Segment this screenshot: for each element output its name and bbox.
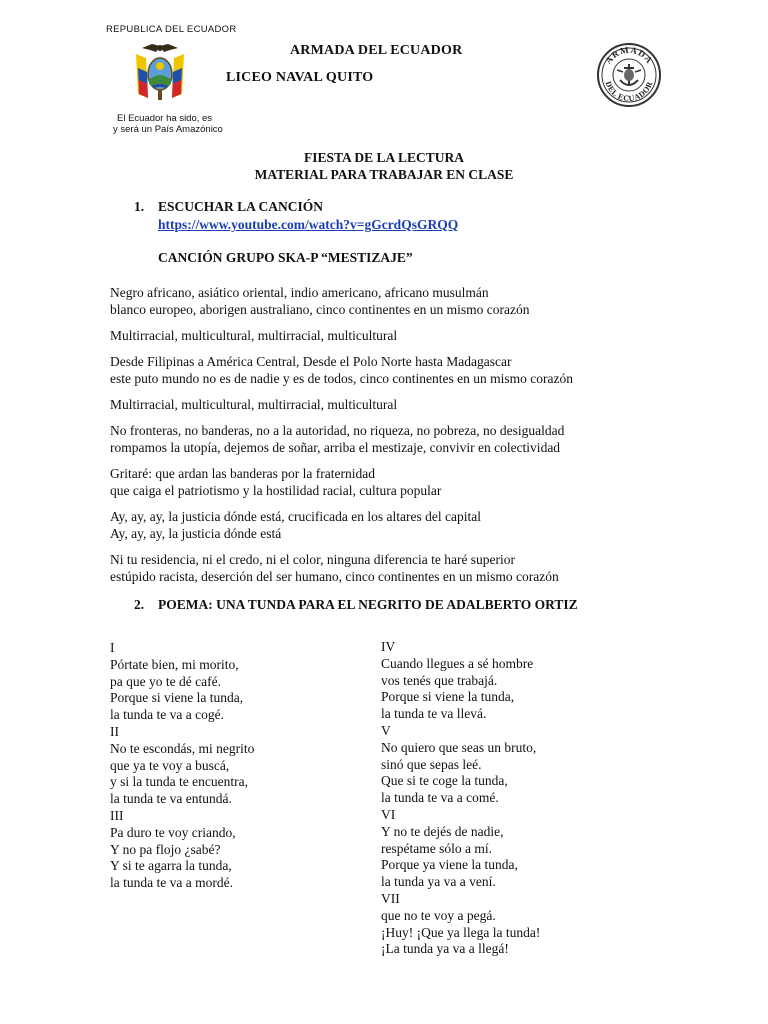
lyrics-line: Ay, ay, ay, la justicia dónde está, crucificada en los altares del capital (110, 509, 481, 524)
lyrics-line: Negro africano, asiático oriental, indio americano, africano musulmán (110, 285, 489, 300)
poem-line: I (110, 640, 115, 655)
poem-line: ¡La tunda ya va a llegá! (381, 941, 509, 957)
poem-line: la tunda te va entundá. (110, 791, 232, 807)
poem-line: Porque si viene la tunda, (381, 689, 515, 705)
poem-line: ¡Huy! ¡Que ya llega la tunda! (381, 924, 541, 940)
poem-line: II (110, 723, 119, 739)
poem-line: V (381, 722, 391, 738)
poem-line: sinó que sepas leé. (381, 756, 482, 772)
poem-line: Porque si viene la tunda, (110, 690, 244, 706)
section-title: POEMA: UNA TUNDA PARA EL NEGRITO DE ADALBERTO ORTIZ (158, 597, 578, 612)
poem-line: vos tenés que trabajá. (381, 672, 498, 688)
poem-line: que ya te voy a buscá, (110, 757, 230, 773)
poem-line: Que si te coge la tunda, (381, 773, 508, 789)
poem-line: III (110, 807, 124, 823)
lyrics-stanza (110, 551, 750, 585)
lyrics-line: que caiga el patriotismo y la hostilidad racial, cultura popular (110, 483, 442, 498)
ecuador-coat-of-arms-icon (128, 40, 192, 104)
institution-title: ARMADA DEL ECUADOR (290, 43, 463, 58)
poem-line: pa que yo te dé café. (110, 673, 221, 689)
poem-line: IV (381, 639, 396, 654)
lyrics-line: No fronteras, no banderas, no a la autoridad, no riqueza, no pobreza, no desigualdad (110, 423, 565, 438)
lyrics-line: este puto mundo no es de nadie y es de todos, cinco continentes en un mismo corazón (110, 371, 574, 386)
lyrics-line: Ay, ay, ay, la justicia dónde está (110, 526, 282, 541)
section-title: ESCUCHAR LA CANCIÓN (158, 199, 324, 214)
poem-column-right (381, 639, 540, 958)
poem-line: Porque ya viene la tunda, (381, 857, 518, 873)
lyrics-line: Gritaré: que ardan las banderas por la fraternidad (110, 466, 375, 481)
lyrics-line: Desde Filipinas a América Central, Desde el Polo Norte hasta Madagascar (110, 354, 512, 369)
section-number: 1. (134, 199, 145, 214)
poem-line: la tunda te va a comé. (381, 790, 499, 806)
poem-line: Y no pa flojo ¿sabé? (110, 841, 221, 857)
school-title: LICEO NAVAL QUITO (226, 70, 374, 85)
lyrics-line: rompamos la utopía, dejemos de soñar, arriba el mestizaje, convivir en colectividad (110, 440, 561, 455)
seal-bottom-text: DEL ECUADOR (603, 80, 655, 104)
lyrics-stanza (110, 465, 750, 499)
poem-line: la tunda ya va a vení. (381, 874, 496, 890)
lyrics-line: estúpido racista, deserción del ser humano, cinco continentes en un mismo corazón (110, 569, 559, 584)
lyrics-stanza (110, 353, 750, 387)
poem-line: la tunda te va a mordé. (110, 875, 233, 891)
document-subtitle: MATERIAL PARA TRABAJAR EN CLASE (254, 167, 514, 182)
poem-line: la tunda te va a cogé. (110, 707, 224, 723)
lyrics-line: Multirracial, multicultural, multirracial, multicultural (110, 328, 398, 343)
lyrics-stanza (110, 284, 750, 318)
lyrics-line: Ni tu residencia, ni el credo, ni el color, ninguna diferencia te haré superior (110, 552, 516, 567)
section-number: 2. (134, 597, 145, 612)
poem-line: VI (381, 806, 396, 822)
poem-line: Pa duro te voy criando, (110, 824, 236, 840)
lyrics-stanza (110, 327, 750, 344)
lyrics-stanza (110, 422, 750, 456)
poem-line: la tunda te va llevá. (381, 706, 487, 722)
youtube-link[interactable]: https://www.youtube.com/watch?v=gGcrdQsGRQQ (158, 217, 459, 232)
section-2-heading (134, 597, 578, 613)
seal-top-text: ARMADA (603, 44, 655, 66)
poem-line: Cuando llegues a sé hombre (381, 655, 534, 671)
poem-column-left (110, 640, 254, 892)
lyrics-line: blanco europeo, aborigen australiano, cinco continentes en un mismo corazón (110, 302, 530, 317)
republic-label: REPUBLICA DEL ECUADOR (106, 24, 237, 35)
poem-line: No te escondás, mi negrito (110, 740, 255, 756)
lyrics-line: Multirracial, multicultural, multirracial, multicultural (110, 397, 398, 412)
poem-line: Y no te dejés de nadie, (381, 823, 504, 839)
lyrics-stanza (110, 508, 750, 542)
poem-line: y si la tunda te encuentra, (110, 774, 248, 790)
poem-line: Pórtate bien, mi morito, (110, 656, 239, 672)
poem-line: respétame sólo a mí. (381, 840, 492, 856)
lyrics-stanza (110, 396, 750, 413)
poem-line: Y si te agarra la tunda, (110, 858, 232, 874)
poem-line: No quiero que seas un bruto, (381, 739, 537, 755)
song-title: CANCIÓN GRUPO SKA-P “MESTIZAJE” (158, 250, 413, 265)
section-1-heading (134, 199, 323, 215)
song-lyrics (110, 284, 750, 594)
poem-line: VII (381, 890, 400, 906)
navy-seal-icon (596, 42, 662, 108)
motto-line: El Ecuador ha sido, es (117, 113, 213, 124)
motto (113, 113, 223, 135)
poem-line: que no te voy a pegá. (381, 907, 496, 923)
document-title: FIESTA DE LA LECTURA (304, 150, 464, 165)
motto-line: y será un País Amazónico (113, 124, 223, 135)
